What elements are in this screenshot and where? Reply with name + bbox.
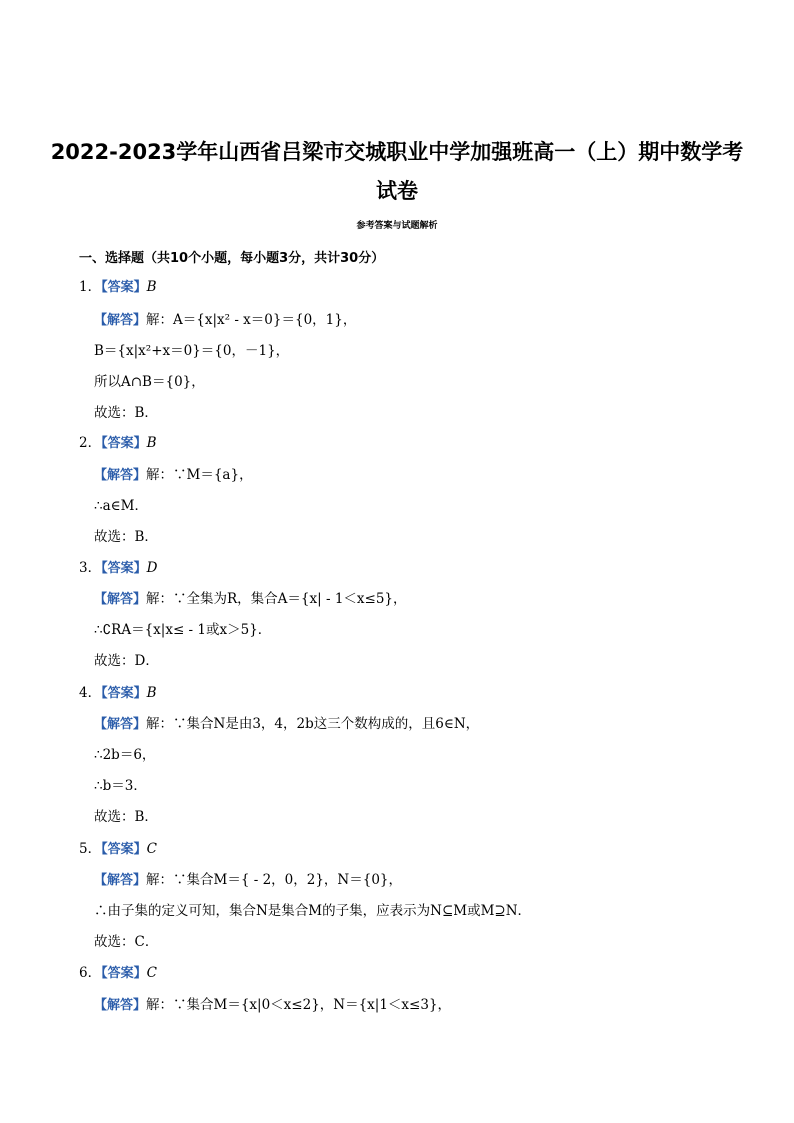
question-2-solution-line: ∴a∈M． xyxy=(94,498,148,514)
answer-tag: 【答案】 xyxy=(101,561,147,576)
question-3-solution-line: ∴∁RA＝{x|x≤ - 1或x＞5}． xyxy=(94,622,272,638)
solution-text: 解：∵集合M＝{ - 2，0，2}，N＝{0}， xyxy=(146,872,403,888)
answer-tag: 【答案】 xyxy=(101,686,147,701)
answer-value: D xyxy=(146,560,158,576)
question-6-solution-line xyxy=(94,996,451,1015)
question-6-answer xyxy=(79,964,157,983)
question-1-answer xyxy=(79,278,157,297)
answer-value: C xyxy=(146,965,157,981)
solution-text: 解：∵集合N是由3，4，2b这三个数构成的，且6∈N， xyxy=(146,716,480,732)
question-5-solution-line: ∴由子集的定义可知，集合N是集合M的子集，应表示为N⊆M或M⊇N． xyxy=(94,903,532,919)
question-4-solution-line: ∴2b＝6， xyxy=(94,747,156,763)
answer-tag: 【答案】 xyxy=(101,280,147,295)
question-4-answer xyxy=(79,684,157,703)
solution-text: 解：∵集合M＝{x|0＜x≤2}，N＝{x|1＜x≤3}， xyxy=(146,997,452,1013)
question-4-solution-line: 故选：B． xyxy=(94,809,158,825)
section-header: 一、选择题（共10个小题，每小题3分，共计30分） xyxy=(79,251,385,266)
question-number: 6． xyxy=(79,965,102,981)
question-5-answer xyxy=(79,840,157,859)
question-number: 1． xyxy=(79,279,102,295)
solution-text: 解：∵M＝{a}， xyxy=(146,467,253,483)
question-number: 2． xyxy=(79,435,102,451)
solution-tag: 【解答】 xyxy=(94,313,147,328)
answer-value: B xyxy=(146,279,157,295)
solution-tag: 【解答】 xyxy=(94,998,147,1013)
answer-value: C xyxy=(146,841,157,857)
solution-tag: 【解答】 xyxy=(94,468,147,483)
question-2-solution-line xyxy=(94,466,253,485)
question-number: 5． xyxy=(79,841,102,857)
solution-text: 解：∵全集为R，集合A＝{x| - 1＜x≤5}， xyxy=(146,591,407,607)
answer-tag: 【答案】 xyxy=(101,966,147,981)
question-3-solution-line: 故选：D． xyxy=(94,653,159,669)
solution-tag: 【解答】 xyxy=(94,717,147,732)
solution-tag: 【解答】 xyxy=(94,592,147,607)
question-1-solution-line: B＝{x|x²+x＝0}＝{0，－1}， xyxy=(94,343,290,359)
question-3-answer xyxy=(79,559,157,578)
answer-tag: 【答案】 xyxy=(101,842,147,857)
question-5-solution-line xyxy=(94,871,402,890)
question-4-solution-line: ∴b＝3． xyxy=(94,778,147,794)
question-1-solution-line xyxy=(94,311,356,330)
question-2-solution-line: 故选：B． xyxy=(94,529,158,545)
question-4-solution-line xyxy=(94,715,479,734)
solution-tag: 【解答】 xyxy=(94,873,147,888)
subtitle: 参考答案与试题解析 xyxy=(356,221,438,231)
answer-value: B xyxy=(146,685,157,701)
answer-value: B xyxy=(146,435,157,451)
solution-text: 解：A＝{x|x² - x＝0}＝{0，1}， xyxy=(146,312,357,328)
question-number: 3． xyxy=(79,560,102,576)
question-2-answer xyxy=(79,434,157,453)
question-1-solution-line: 故选：B． xyxy=(94,405,158,421)
page-title-continued: 试卷 xyxy=(376,179,418,203)
question-3-solution-line xyxy=(94,590,407,609)
answer-tag: 【答案】 xyxy=(101,436,147,451)
question-1-solution-line: 所以A∩B＝{0}， xyxy=(94,374,205,390)
question-number: 4． xyxy=(79,685,102,701)
question-5-solution-line: 故选：C． xyxy=(94,934,159,950)
page-title: 2022-2023学年山西省吕梁市交城职业中学加强班高一（上）期中数学考 xyxy=(50,140,744,164)
